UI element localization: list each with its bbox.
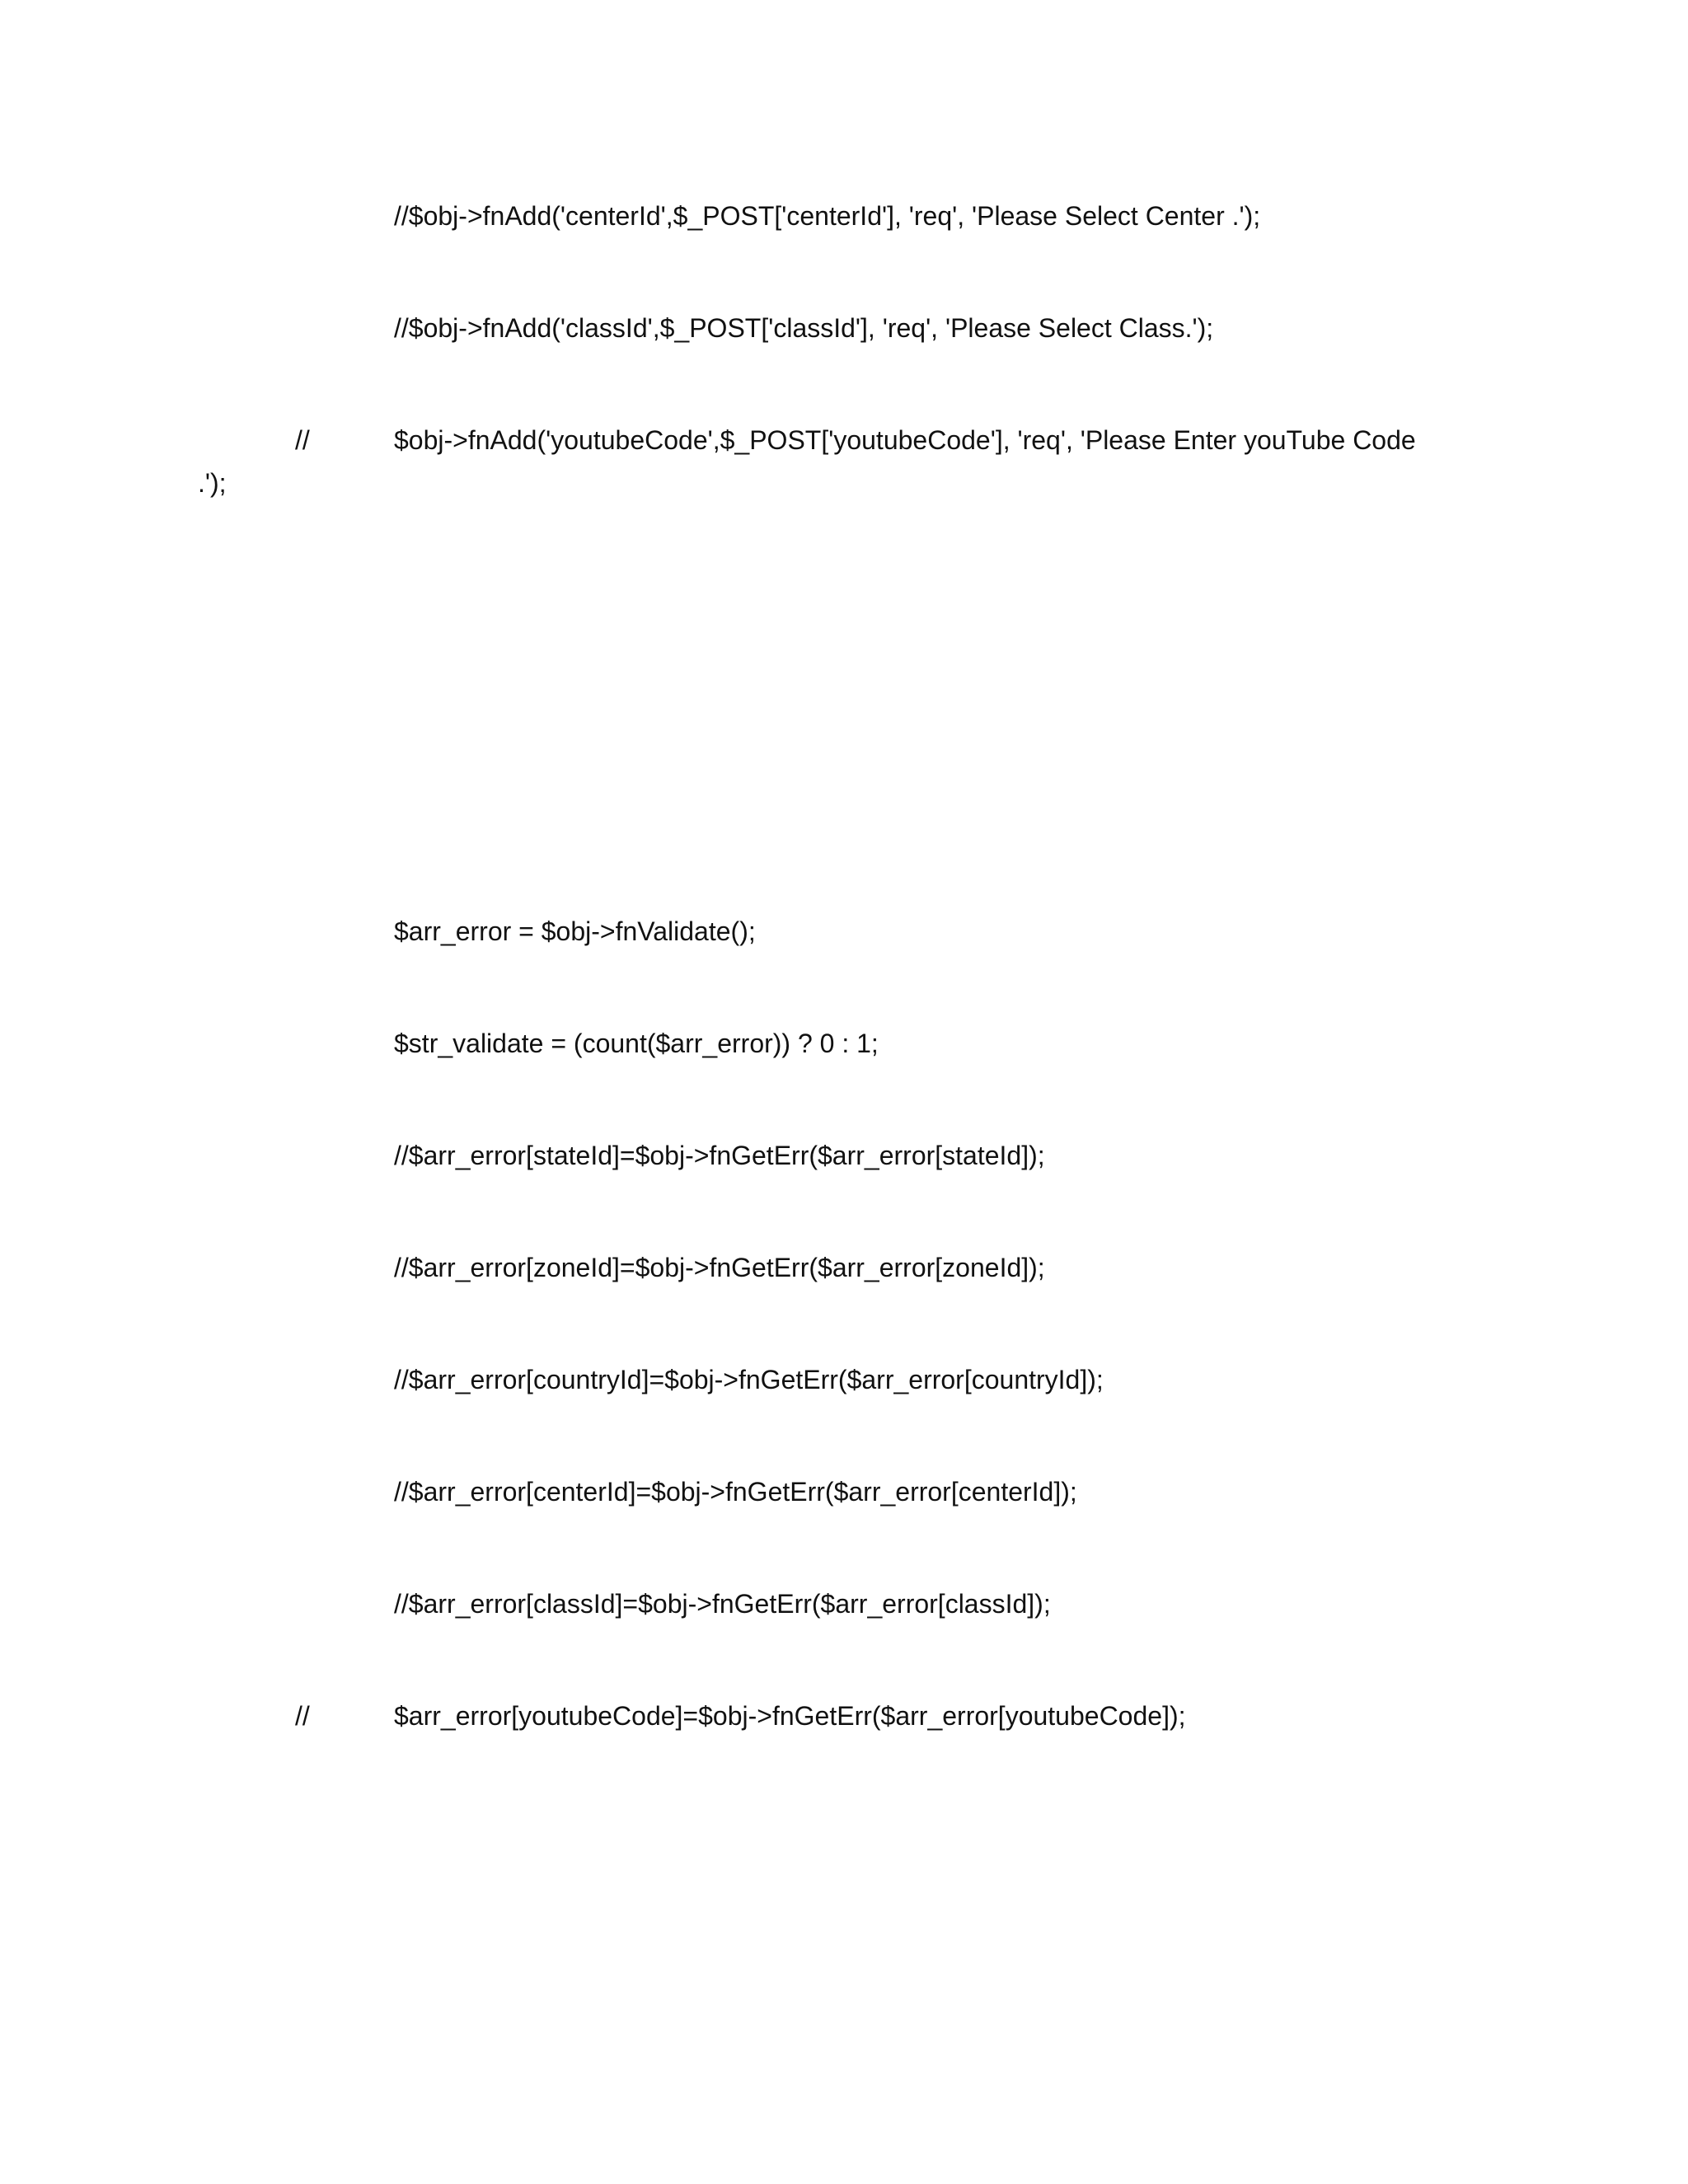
code-line: //$arr_error[stateId]=$obj->fnGetErr($arr_error[stateId]); <box>394 1141 1045 1170</box>
code-line: $str_validate = (count($arr_error)) ? 0 : 1; <box>394 1029 879 1058</box>
code-line: //$arr_error[zoneId]=$obj->fnGetErr($arr_error[zoneId]); <box>394 1253 1045 1282</box>
comment-marker: // <box>295 1701 310 1731</box>
comment-marker: // <box>295 425 310 455</box>
code-line: $obj->fnAdd('youtubeCode',$_POST['youtubeCode'], 'req', 'Please Enter youTube Code <box>394 425 1416 455</box>
code-line: //$arr_error[centerId]=$obj->fnGetErr($arr_error[centerId]); <box>394 1477 1077 1507</box>
code-line: //$obj->fnAdd('centerId',$_POST['centerId'], 'req', 'Please Select Center .'); <box>394 201 1261 231</box>
code-line: $arr_error = $obj->fnValidate(); <box>394 916 756 946</box>
code-line-continuation: .'); <box>198 468 227 498</box>
code-line: $arr_error[youtubeCode]=$obj->fnGetErr($arr_error[youtubeCode]); <box>394 1701 1186 1731</box>
code-line: //$arr_error[classId]=$obj->fnGetErr($arr_error[classId]); <box>394 1589 1051 1619</box>
code-line: //$arr_error[countryId]=$obj->fnGetErr($arr_error[countryId]); <box>394 1365 1104 1394</box>
code-line: //$obj->fnAdd('classId',$_POST['classId'], 'req', 'Please Select Class.'); <box>394 313 1214 343</box>
